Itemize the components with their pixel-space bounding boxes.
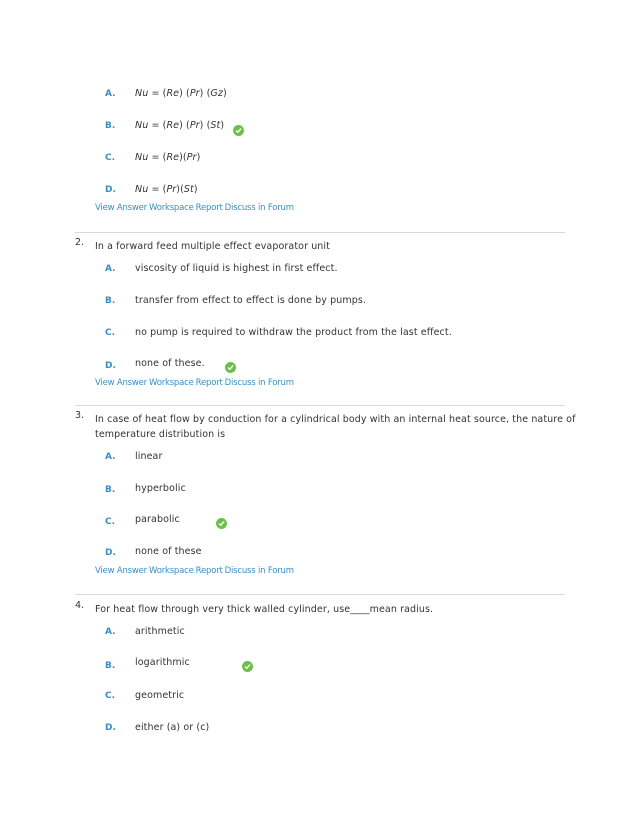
option-text: Nu = (Pr)(St) xyxy=(135,184,198,195)
option-text: either (a) or (c) xyxy=(135,722,210,733)
correct-check-icon xyxy=(225,362,236,373)
discuss-link[interactable]: Discuss in Forum xyxy=(224,378,294,388)
report-link[interactable]: Report xyxy=(195,378,223,388)
option-letter: A. xyxy=(105,452,116,462)
workspace-link[interactable]: Workspace xyxy=(148,203,194,213)
question-text: In a forward feed multiple effect evaporator unit xyxy=(95,241,330,252)
option-text: geometric xyxy=(135,690,185,701)
discuss-link[interactable]: Discuss in Forum xyxy=(224,566,294,576)
option-letter: D. xyxy=(105,723,116,733)
option-text: transfer from effect to effect is done by pumps. xyxy=(135,295,367,306)
option-text: parabolic xyxy=(135,514,180,525)
question-links xyxy=(95,203,296,213)
question-number: 2. xyxy=(75,237,85,248)
correct-check-icon xyxy=(216,518,227,529)
question-text: In case of heat flow by conduction for a cylindrical body with an internal heat source, the nature of temperature distribution is xyxy=(95,414,576,440)
option-letter: C. xyxy=(105,691,116,701)
option-letter: B. xyxy=(105,485,116,495)
option-letter: D. xyxy=(105,185,116,195)
view-answer-link[interactable]: View Answer xyxy=(95,566,147,576)
option-letter: A. xyxy=(105,264,116,274)
correct-check-icon xyxy=(233,125,244,136)
discuss-link[interactable]: Discuss in Forum xyxy=(224,203,294,213)
option-letter: A. xyxy=(105,627,116,637)
workspace-link[interactable]: Workspace xyxy=(148,378,194,388)
question-text: For heat flow through very thick walled cylinder, use____mean radius. xyxy=(95,604,434,615)
option-text: none of these xyxy=(135,546,202,557)
report-link[interactable]: Report xyxy=(195,566,223,576)
option-letter: B. xyxy=(105,661,116,671)
option-text: arithmetic xyxy=(135,626,185,637)
option-letter: B. xyxy=(105,121,116,131)
option-text: hyperbolic xyxy=(135,483,186,494)
option-letter: C. xyxy=(105,153,116,163)
option-letter: C. xyxy=(105,328,116,338)
separator xyxy=(75,405,565,406)
option-letter: D. xyxy=(105,361,116,371)
separator xyxy=(75,232,565,233)
separator xyxy=(75,594,565,595)
option-letter: A. xyxy=(105,89,116,99)
question-number: 4. xyxy=(75,600,85,611)
question-links xyxy=(95,566,296,576)
report-link[interactable]: Report xyxy=(195,203,223,213)
option-letter: B. xyxy=(105,296,116,306)
option-text: Nu = (Re) (Pr) (St) xyxy=(135,120,225,131)
option-text: Nu = (Re) (Pr) (Gz) xyxy=(135,88,227,99)
view-answer-link[interactable]: View Answer xyxy=(95,203,147,213)
option-letter: D. xyxy=(105,548,116,558)
option-letter: C. xyxy=(105,517,116,527)
option-text: none of these. xyxy=(135,358,205,369)
option-text: viscosity of liquid is highest in first effect. xyxy=(135,263,338,274)
correct-check-icon xyxy=(242,661,253,672)
question-number: 3. xyxy=(75,410,85,421)
option-text: linear xyxy=(135,451,163,462)
question-links xyxy=(95,378,296,388)
option-text: logarithmic xyxy=(135,657,190,668)
workspace-link[interactable]: Workspace xyxy=(148,566,194,576)
view-answer-link[interactable]: View Answer xyxy=(95,378,147,388)
option-text: no pump is required to withdraw the product from the last effect. xyxy=(135,327,452,338)
option-text: Nu = (Re)(Pr) xyxy=(135,152,201,163)
